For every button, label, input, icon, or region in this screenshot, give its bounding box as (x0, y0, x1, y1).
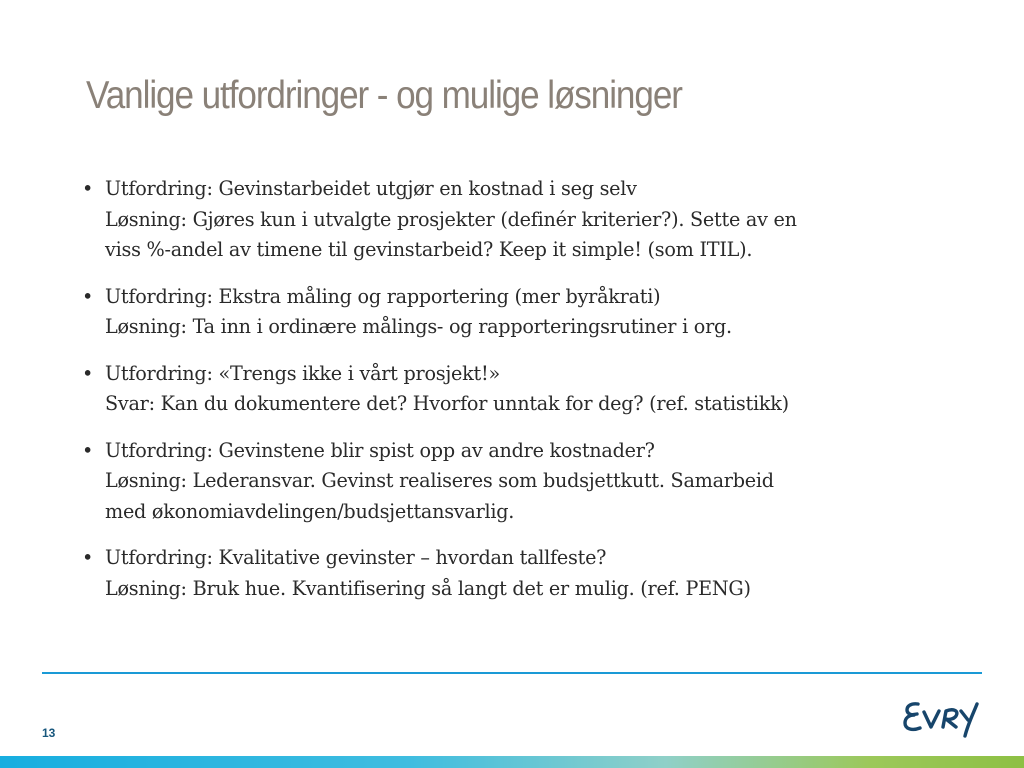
bullet-line: • Utfordring: Ekstra måling og rapportering (mer byråkrati) (105, 284, 661, 308)
bullet-line: • Utfordring: Gevinstarbeidet utgjør en kostnad i seg selv (105, 177, 637, 200)
bullet-line: • Utfordring: «Trengs ikke i vårt prosjekt!» (105, 361, 500, 385)
bullet-line: • Utfordring: Kvalitative gevinster – hvordan tallfeste? (105, 546, 607, 569)
bullet-item (82, 543, 962, 604)
bullet-line: Svar: Kan du dokumentere det? Hvorfor unntak for deg? (ref. statistikk) (105, 392, 789, 415)
logo-text: EVRY (902, 696, 905, 697)
bullet-item (82, 174, 962, 266)
bullet-item (82, 282, 962, 343)
bullet-line: Løsning: Bruk hue. Kvantifisering så langt det er mulig. (ref. PENG) (105, 576, 751, 600)
bullet-line: Løsning: Lederansvar. Gevinst realiseres som budsjettkutt. Samarbeid (105, 469, 774, 492)
evry-logo-icon (902, 696, 990, 742)
footer-divider (42, 672, 982, 674)
bullet-line: viss %-andel av timene til gevinstarbeid? Keep it simple! (som ITIL). (105, 238, 753, 261)
bullet-line: Løsning: Gjøres kun i utvalgte prosjekter (definér kriterier?). Sette av en (105, 207, 797, 231)
bullet-item (82, 359, 962, 420)
page-number: 13 (42, 726, 56, 740)
slide-title: Vanlige utfordringer - og mulige løsninger (86, 74, 682, 117)
bullet-list (82, 174, 962, 620)
bullet-line: • Utfordring: Gevinstene blir spist opp av andre kostnader? (105, 438, 655, 462)
footer-color-band (0, 756, 1024, 768)
bullet-line: med økonomiavdelingen/budsjettansvarlig. (105, 499, 515, 523)
bullet-line: Løsning: Ta inn i ordinære målings- og rapporteringsrutiner i org. (105, 315, 732, 338)
bullet-item (82, 436, 962, 528)
